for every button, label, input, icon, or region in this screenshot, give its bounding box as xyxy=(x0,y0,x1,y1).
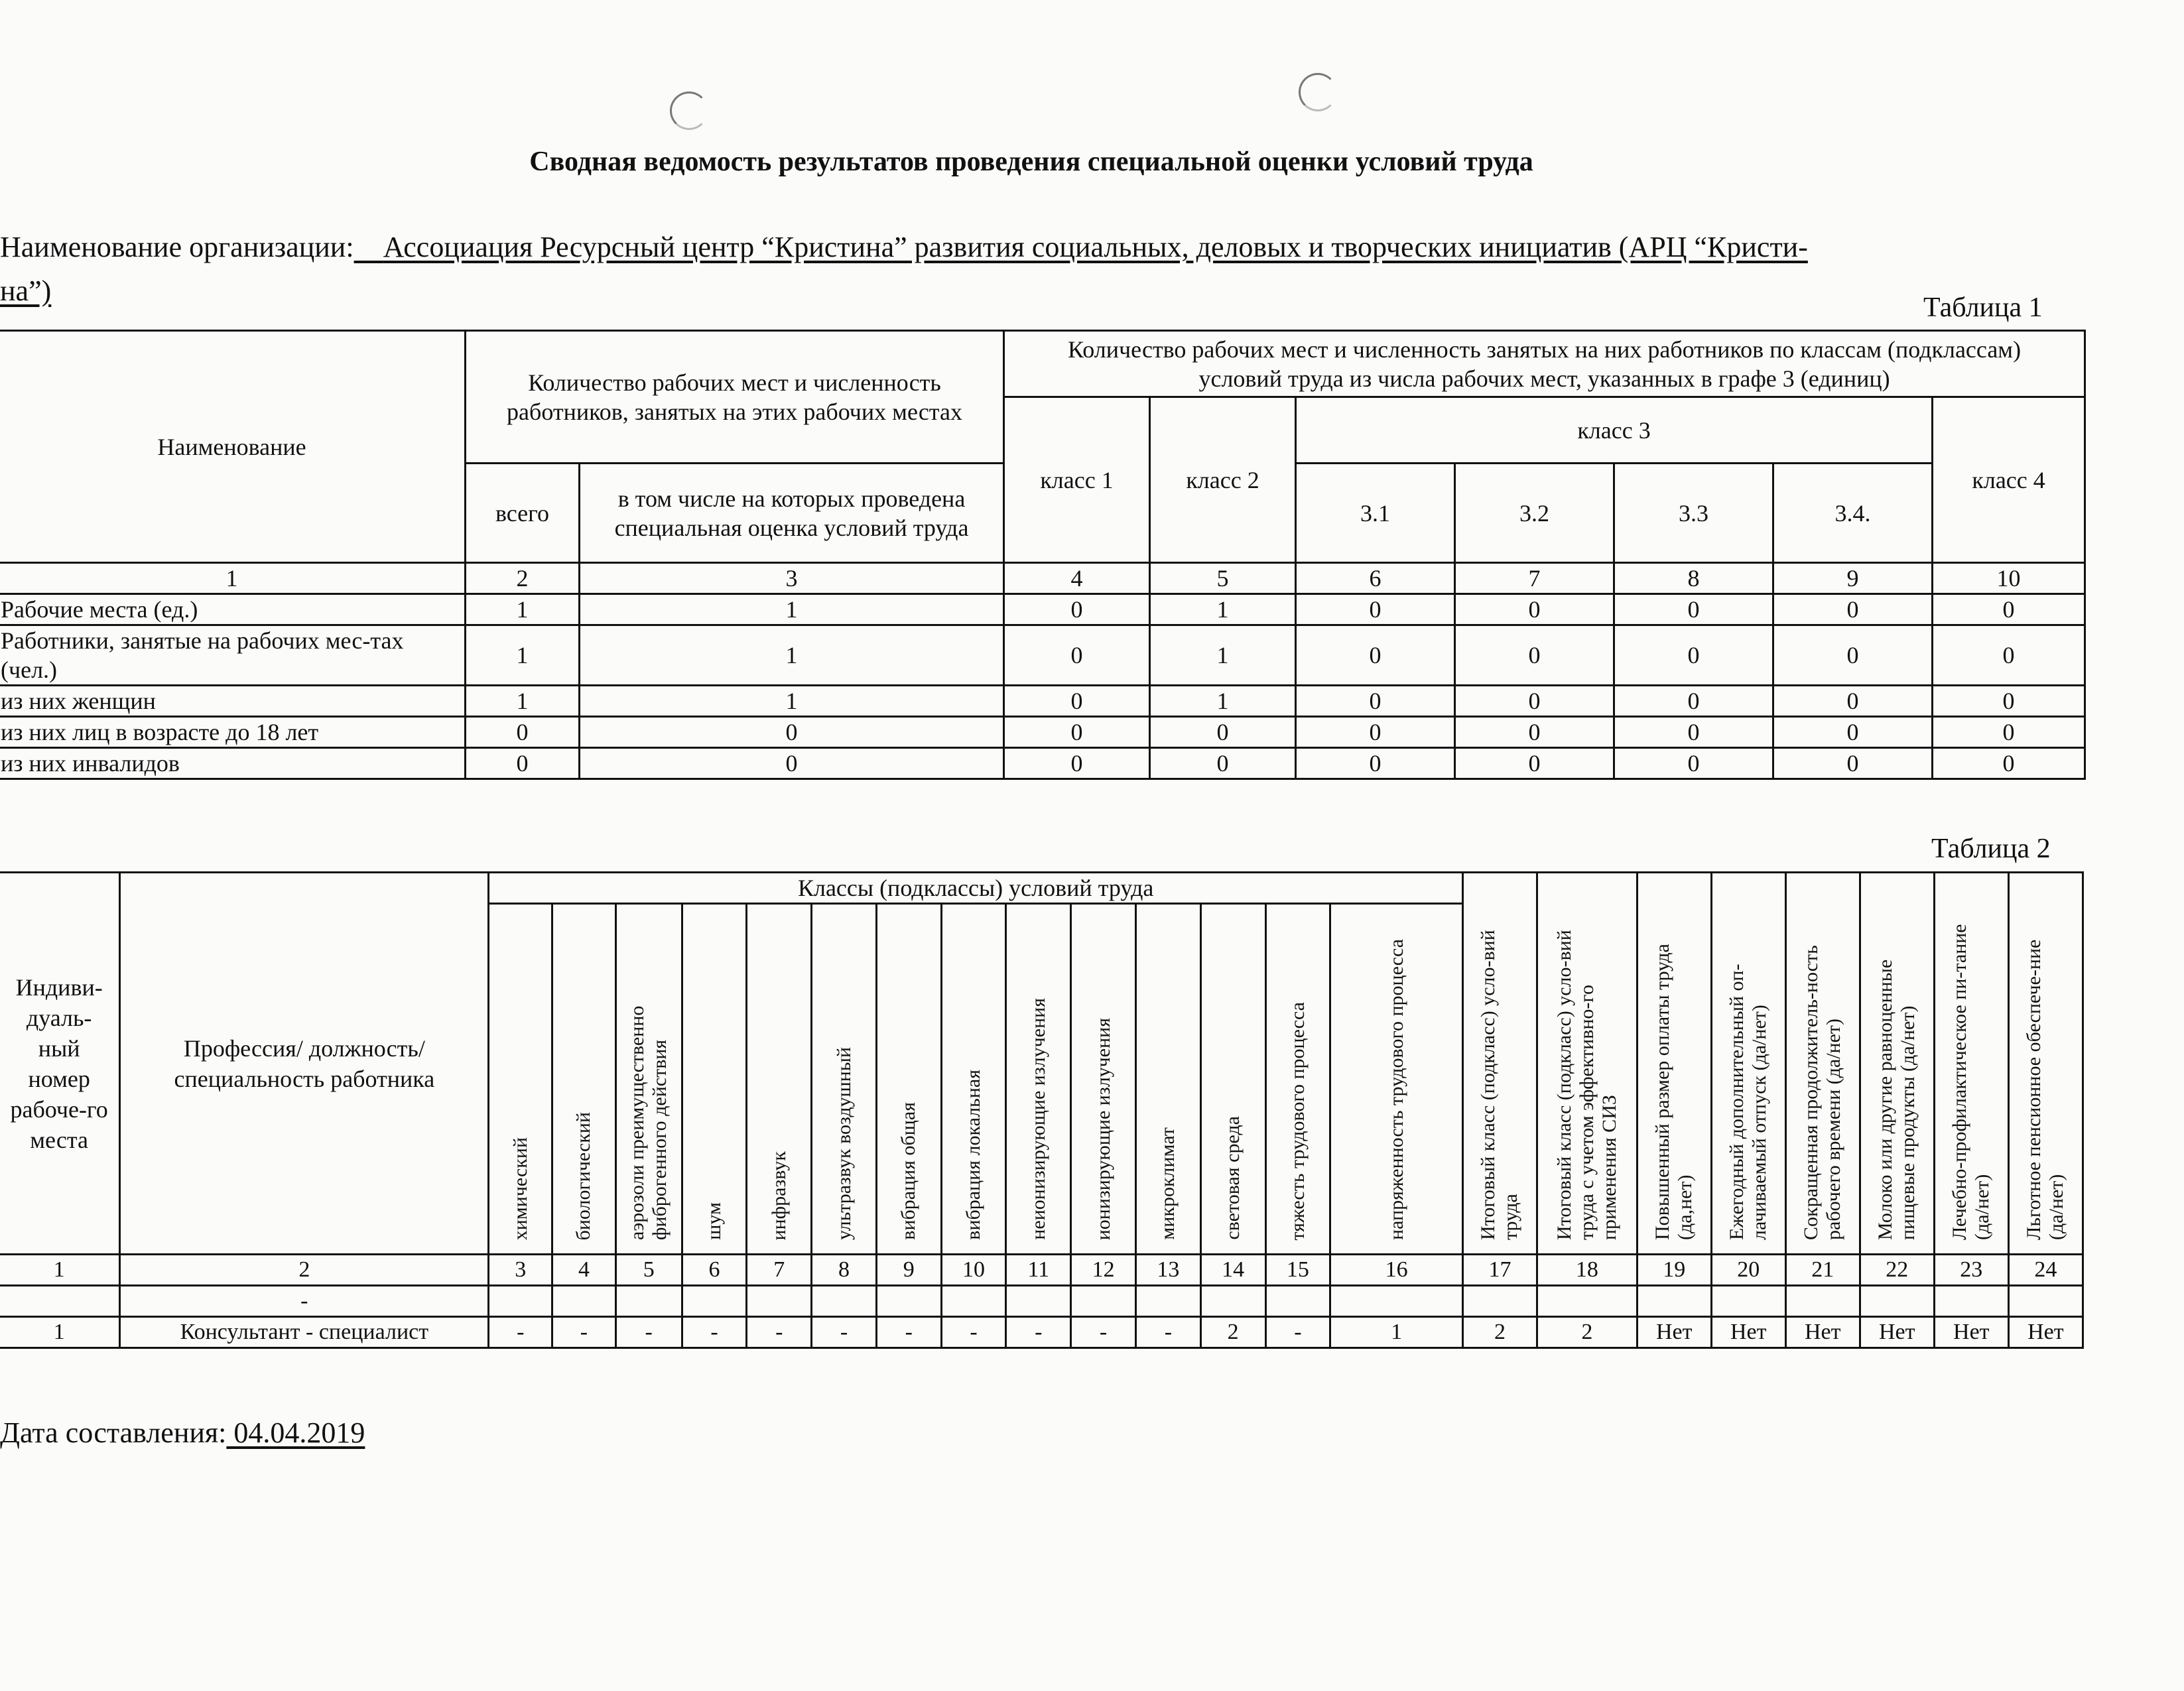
table2-blank-cell xyxy=(941,1286,1006,1317)
organization-label: Наименование организации: xyxy=(0,231,354,263)
table2-blank-cell xyxy=(1785,1286,1860,1317)
table2-factor-label: неионизирующие излучения xyxy=(1027,998,1049,1240)
organization-name-line1: Ассоциация Ресурсный центр “Кристина” развития социальных, деловых и творческих инициатив (АРЦ “Кристи- xyxy=(383,231,1808,263)
table2-colnum: 11 xyxy=(1006,1255,1071,1286)
table2-factor-label: инфразвук xyxy=(767,1151,790,1240)
table-row xyxy=(0,594,2085,625)
table2-colnum: 22 xyxy=(1860,1255,1934,1286)
table2-final-label: Ежегодный дополнительный оп-лачиваемый отпуск (да/нет) xyxy=(1726,964,1771,1240)
table1-cell: 0 xyxy=(1773,686,1933,717)
table1-header-sub-3-2: 3.2 xyxy=(1455,464,1614,563)
organization-block xyxy=(0,225,2063,313)
table2-blank-cell xyxy=(1200,1286,1265,1317)
table1-cell: 0 xyxy=(1614,625,1773,686)
table1-cell: 0 xyxy=(1004,594,1150,625)
table2-blank-cell xyxy=(1860,1286,1934,1317)
summary-table xyxy=(0,330,2086,780)
table2-factor-label: тяжесть трудового процесса xyxy=(1286,1001,1309,1240)
table2-colnum: 20 xyxy=(1711,1255,1785,1286)
table2-blank-cell xyxy=(812,1286,877,1317)
table2-cell: Нет xyxy=(1711,1317,1785,1348)
table2-cell: Нет xyxy=(1785,1317,1860,1348)
table1-header-assessed: в том числе на которых проведена специальная оценка условий труда xyxy=(580,464,1004,563)
table1-cell: 0 xyxy=(1004,686,1150,717)
table2-blank-cell xyxy=(2008,1286,2083,1317)
table-row xyxy=(0,1317,2083,1348)
table1-colnum: 8 xyxy=(1614,563,1773,594)
table1-cell: 0 xyxy=(1773,594,1933,625)
punch-hole-left xyxy=(670,92,708,130)
table2-factor-label: вибрация общая xyxy=(897,1102,920,1240)
table1-header-sub-3-3: 3.3 xyxy=(1614,464,1773,563)
table1-cell: 0 xyxy=(1296,625,1455,686)
table2-header-profession: Профессия/ должность/ специальность работника xyxy=(120,873,489,1255)
table2-cell: - xyxy=(1135,1317,1200,1348)
table2-final-header xyxy=(1934,873,2008,1255)
table1-header-sub-3-1: 3.1 xyxy=(1296,464,1455,563)
table2-factor-label: биологический xyxy=(572,1111,595,1240)
table2-cell: - xyxy=(941,1317,1006,1348)
table2-final-label: Льготное пенсионное обеспече-ние (да/нет) xyxy=(2023,939,2068,1240)
table1-cell: 0 xyxy=(580,748,1004,779)
table1-cell: 0 xyxy=(1004,625,1150,686)
table-row xyxy=(0,717,2085,748)
table1-cell: 1 xyxy=(580,686,1004,717)
table2-blank-cell xyxy=(1537,1286,1637,1317)
page-title: Сводная ведомость результатов проведения специальной оценки условий труда xyxy=(529,147,1533,177)
table2-colnum: 9 xyxy=(876,1255,941,1286)
table2-final-label: Молоко или другие равноценные пищевые продукты (да/нет) xyxy=(1874,959,1919,1240)
table2-colnum: 7 xyxy=(747,1255,812,1286)
table2-blank-cell xyxy=(682,1286,747,1317)
table2-final-header xyxy=(1785,873,1860,1255)
table1-cell: 0 xyxy=(1004,717,1150,748)
table2-label: Таблица 2 xyxy=(1931,834,2051,864)
table2-factor-header xyxy=(1135,904,1200,1255)
table2-colnum: 14 xyxy=(1200,1255,1265,1286)
table1-cell: 1 xyxy=(580,594,1004,625)
table-row xyxy=(0,1286,2083,1317)
table2-factor-header xyxy=(747,904,812,1255)
table2-header-classes-group: Классы (подклассы) условий труда xyxy=(489,873,1463,904)
assessment-table xyxy=(0,871,2084,1349)
date-block xyxy=(0,1416,365,1450)
table1-colnum: 3 xyxy=(580,563,1004,594)
table1-header-name: Наименование xyxy=(0,331,466,563)
table2-blank-cell: - xyxy=(120,1286,489,1317)
table1-cell: 0 xyxy=(1933,625,2085,686)
table2-final-label: Лечебно-профилактическое пи-тание (да/нет) xyxy=(1949,924,1994,1240)
table2-colnum: 1 xyxy=(0,1255,120,1286)
table2-factor-header xyxy=(489,904,552,1255)
table1-cell: 0 xyxy=(580,717,1004,748)
table2-colnum: 2 xyxy=(120,1255,489,1286)
table2-colnum: 8 xyxy=(812,1255,877,1286)
table2-factor-header xyxy=(876,904,941,1255)
table1-row-name: из них лиц в возрасте до 18 лет xyxy=(0,717,466,748)
table2-factor-header xyxy=(615,904,682,1255)
table1-cell: 0 xyxy=(1455,594,1614,625)
table2-cell: 2 xyxy=(1462,1317,1537,1348)
table2-blank-cell xyxy=(747,1286,812,1317)
table1-cell: 0 xyxy=(1150,717,1296,748)
table2-colnum: 21 xyxy=(1785,1255,1860,1286)
table1-column-numbers xyxy=(0,563,2085,594)
table1-cell: 0 xyxy=(1296,686,1455,717)
table1-cell: 0 xyxy=(1296,594,1455,625)
table1-header-class2: класс 2 xyxy=(1150,397,1296,563)
table1-cell: 0 xyxy=(1933,717,2085,748)
table2-blank-cell xyxy=(552,1286,616,1317)
table1-cell: 0 xyxy=(1296,717,1455,748)
table1-colnum: 7 xyxy=(1455,563,1614,594)
table2-cell: - xyxy=(552,1317,616,1348)
table2-final-header xyxy=(2008,873,2083,1255)
table2-cell: - xyxy=(615,1317,682,1348)
table2-cell: Консультант - специалист xyxy=(120,1317,489,1348)
table1-cell: 0 xyxy=(1773,717,1933,748)
table1-row-name: Рабочие места (ед.) xyxy=(0,594,466,625)
table2-cell: - xyxy=(1071,1317,1136,1348)
table2-factor-label: ультразвук воздушный xyxy=(832,1047,855,1240)
table2-cell: - xyxy=(812,1317,877,1348)
table2-blank-cell xyxy=(876,1286,941,1317)
table2-colnum: 4 xyxy=(552,1255,616,1286)
table1-cell: 1 xyxy=(1150,594,1296,625)
table1-cell: 0 xyxy=(1933,594,2085,625)
table2-final-header xyxy=(1462,873,1537,1255)
table2-factor-label: напряженность трудового процесса xyxy=(1385,939,1407,1240)
table2-cell: 1 xyxy=(0,1317,120,1348)
table1-colnum: 10 xyxy=(1933,563,2085,594)
table2-factor-header xyxy=(812,904,877,1255)
table-row xyxy=(0,686,2085,717)
table1-cell: 1 xyxy=(580,625,1004,686)
table2-colnum: 10 xyxy=(941,1255,1006,1286)
table2-cell: Нет xyxy=(1637,1317,1711,1348)
table2-cell: - xyxy=(747,1317,812,1348)
table1-cell: 0 xyxy=(1150,748,1296,779)
table2-blank-cell xyxy=(1330,1286,1463,1317)
table2-blank-cell xyxy=(1462,1286,1537,1317)
table1-cell: 1 xyxy=(1150,625,1296,686)
table1-colnum: 6 xyxy=(1296,563,1455,594)
table2-blank-cell xyxy=(1071,1286,1136,1317)
table2-cell: Нет xyxy=(2008,1317,2083,1348)
table1-header-class3: класс 3 xyxy=(1296,397,1933,464)
table1-cell: 0 xyxy=(466,717,580,748)
table2-cell: 2 xyxy=(1200,1317,1265,1348)
table2-cell: - xyxy=(1265,1317,1330,1348)
table1-colnum: 1 xyxy=(0,563,466,594)
table2-blank-cell xyxy=(1934,1286,2008,1317)
punch-hole-right xyxy=(1299,73,1337,111)
table1-cell: 0 xyxy=(1773,748,1933,779)
table2-final-label: Повышенный размер оплаты труда (да,нет) xyxy=(1651,944,1697,1240)
table1-row-name: из них инвалидов xyxy=(0,748,466,779)
table1-row-name: из них женщин xyxy=(0,686,466,717)
table-row xyxy=(0,625,2085,686)
table1-cell: 0 xyxy=(1455,686,1614,717)
table1-cell: 0 xyxy=(466,748,580,779)
table2-blank-cell xyxy=(1637,1286,1711,1317)
table2-cell: - xyxy=(489,1317,552,1348)
table2-blank-cell xyxy=(1006,1286,1071,1317)
table2-blank-cell xyxy=(615,1286,682,1317)
table1-cell: 0 xyxy=(1614,594,1773,625)
table2-cell: Нет xyxy=(1860,1317,1934,1348)
table1-header-count-group: Количество рабочих мест и численность работников, занятых на этих рабочих местах xyxy=(466,331,1004,464)
table2-cell: - xyxy=(876,1317,941,1348)
table1-cell: 0 xyxy=(1614,717,1773,748)
table1-cell: 0 xyxy=(1004,748,1150,779)
table2-factor-header xyxy=(1200,904,1265,1255)
table2-colnum: 6 xyxy=(682,1255,747,1286)
table1-cell: 0 xyxy=(1455,717,1614,748)
table2-blank-cell xyxy=(1135,1286,1200,1317)
table1-cell: 0 xyxy=(1614,686,1773,717)
table1-cell: 1 xyxy=(466,594,580,625)
table1-header-class-group: Количество рабочих мест и численность занятых на них работников по классам (подклассам) условий труда из числа рабочих мест, указанных в графе 3 (единиц) xyxy=(1004,331,2085,397)
table2-blank-cell xyxy=(489,1286,552,1317)
table1-header-total: всего xyxy=(466,464,580,563)
table2-cell: 2 xyxy=(1537,1317,1637,1348)
table1-colnum: 4 xyxy=(1004,563,1150,594)
table2-final-header xyxy=(1637,873,1711,1255)
table1-label: Таблица 1 xyxy=(1923,292,2043,323)
table2-final-header xyxy=(1711,873,1785,1255)
table2-cell: - xyxy=(682,1317,747,1348)
table2-colnum: 15 xyxy=(1265,1255,1330,1286)
table1-header-class1: класс 1 xyxy=(1004,397,1150,563)
table2-factor-header xyxy=(1071,904,1136,1255)
table1-colnum: 2 xyxy=(466,563,580,594)
table2-factor-header xyxy=(1006,904,1071,1255)
table1-colnum: 5 xyxy=(1150,563,1296,594)
table1-cell: 1 xyxy=(466,625,580,686)
table2-colnum: 18 xyxy=(1537,1255,1637,1286)
table2-colnum: 13 xyxy=(1135,1255,1200,1286)
table2-blank-cell xyxy=(1265,1286,1330,1317)
table2-cell: 1 xyxy=(1330,1317,1463,1348)
table2-colnum: 16 xyxy=(1330,1255,1463,1286)
table2-factor-label: химический xyxy=(509,1137,531,1240)
date-value: 04.04.2019 xyxy=(226,1416,365,1449)
table2-cell: Нет xyxy=(1934,1317,2008,1348)
table1-cell: 0 xyxy=(1296,748,1455,779)
table2-colnum: 19 xyxy=(1637,1255,1711,1286)
table1-cell: 0 xyxy=(1455,748,1614,779)
table1-header-class4: класс 4 xyxy=(1933,397,2085,563)
table2-final-label: Итоговый класс (подкласс) усло-вий труда с учетом эффективно-го применения СИЗ xyxy=(1553,930,1620,1240)
table2-colnum: 3 xyxy=(489,1255,552,1286)
table2-final-label: Сокращенная продолжитель-ность рабочего времени (да/нет) xyxy=(1800,945,1845,1240)
table1-cell: 1 xyxy=(1150,686,1296,717)
table2-factor-header xyxy=(682,904,747,1255)
table2-final-header xyxy=(1860,873,1934,1255)
table2-colnum: 24 xyxy=(2008,1255,2083,1286)
table1-colnum: 9 xyxy=(1773,563,1933,594)
table-row xyxy=(0,748,2085,779)
table1-cell: 0 xyxy=(1773,625,1933,686)
table2-factor-label: ионизирующие излучения xyxy=(1092,1017,1114,1240)
table1-cell: 0 xyxy=(1933,748,2085,779)
table2-factor-header xyxy=(1265,904,1330,1255)
table1-header-sub-3-4: 3.4. xyxy=(1773,464,1933,563)
table2-final-header xyxy=(1537,873,1637,1255)
table2-colnum: 17 xyxy=(1462,1255,1537,1286)
organization-name-line2: на”) xyxy=(0,275,52,307)
table2-factor-header xyxy=(552,904,616,1255)
table2-header-id: Индиви-дуаль-ный номер рабоче-го места xyxy=(0,873,120,1255)
table2-column-numbers xyxy=(0,1255,2083,1286)
table1-cell: 0 xyxy=(1933,686,2085,717)
table1-cell: 1 xyxy=(466,686,580,717)
table2-factor-label: вибрация локальная xyxy=(962,1070,985,1240)
table2-colnum: 12 xyxy=(1071,1255,1136,1286)
table1-row-name: Работники, занятые на рабочих мес-тах (чел.) xyxy=(0,625,466,686)
table2-blank-cell xyxy=(1711,1286,1785,1317)
table2-cell: - xyxy=(1006,1317,1071,1348)
table2-factor-header xyxy=(941,904,1006,1255)
table2-blank-cell xyxy=(0,1286,120,1317)
table2-factor-header xyxy=(1330,904,1463,1255)
table2-factor-label: шум xyxy=(702,1202,725,1240)
table2-factor-label: аэрозоли преимущественно фиброгенного действия xyxy=(626,1005,671,1240)
table2-colnum: 23 xyxy=(1934,1255,2008,1286)
table2-final-label: Итоговый класс (подкласс) усло-вий труда xyxy=(1477,930,1522,1240)
date-label: Дата составления: xyxy=(0,1416,227,1449)
table2-colnum: 5 xyxy=(615,1255,682,1286)
table2-factor-label: световая среда xyxy=(1222,1116,1244,1240)
table1-cell: 0 xyxy=(1614,748,1773,779)
table2-factor-label: микроклимат xyxy=(1157,1127,1179,1240)
table1-cell: 0 xyxy=(1455,625,1614,686)
